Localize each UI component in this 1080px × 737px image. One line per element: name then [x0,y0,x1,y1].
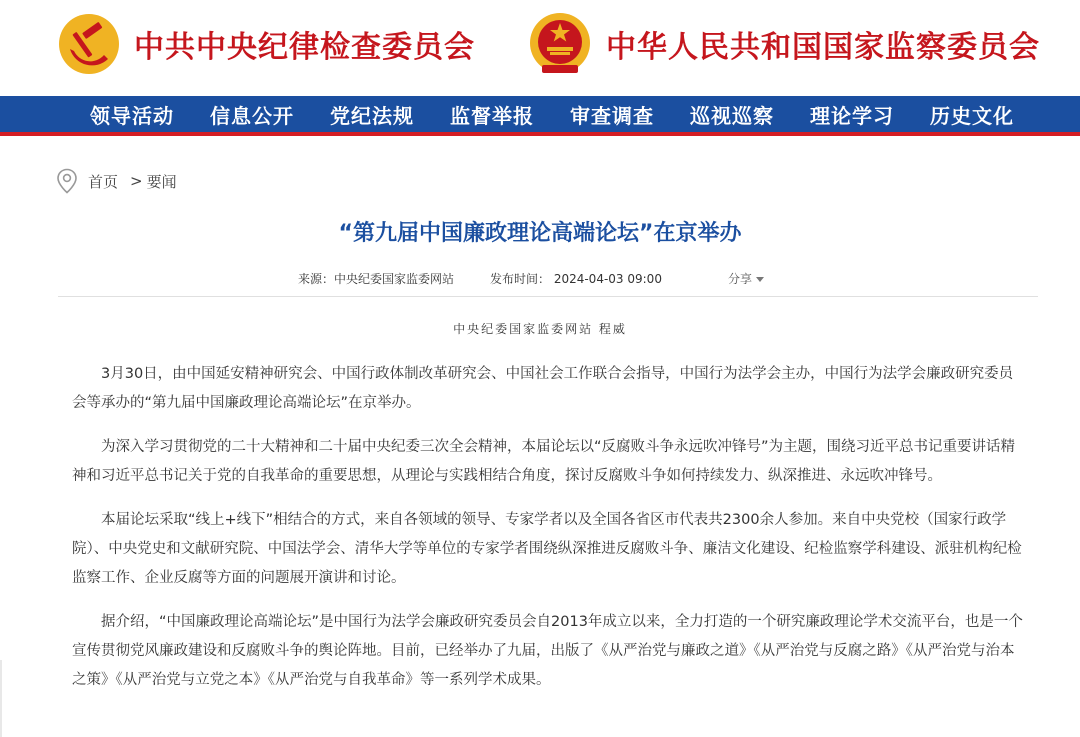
nav-item-regulations[interactable]: 党纪法规 [330,103,414,128]
nsc-brand-text: 中华人民共和国国家监察委员会 [606,30,1040,65]
location-pin-icon [56,168,78,194]
breadcrumb-home-link[interactable]: 首页 [88,172,119,191]
article-title: “第九届中国廉政理论高端论坛”在京举办 [338,221,742,246]
nav-item-leadership[interactable]: 领导活动 [90,103,174,128]
nav-list [72,96,1032,132]
caret-down-icon [756,277,764,282]
article-paragraph: 为深入学习贯彻党的二十大精神和二十届中央纪委三次全会精神，本届论坛以“反腐败斗争永远吹冲锋号”为主题，围绕习近平总书记重要讲话精神和习近平总书记关于党的自我革命的重要思想，从理论与实践相结合角度，探讨反腐败斗争如何持续发力、纵深推进、永远吹冲锋号。 [72,439,1016,484]
nav-item-theory[interactable]: 理论学习 [810,103,894,128]
nav-item-investigation[interactable]: 审查调查 [570,103,654,128]
ccdi-brand-text: 中共中央纪律检查委员会 [134,30,475,65]
article-body [72,360,1024,710]
meta-divider [58,296,1038,297]
hammer-sickle-icon [58,13,120,75]
breadcrumb-separator: > [130,172,143,190]
breadcrumb [56,166,177,196]
article-paragraph: 本届论坛采取“线上+线下”相结合的方式，来自各领域的领导、专家学者以及全国各省区市代表共2300余人参加。来自中央党校（国家行政学院）、中央党史和文献研究院、中国法学会、清华大学等单位的专家学者围绕纵深推进反腐败斗争、廉洁文化建设、纪检监察学科建设、派驻机构纪检监察工作、企业反腐等方面的问题展开演讲和讨论。 [72,512,1022,586]
share-label: 分享 [728,272,753,286]
article-paragraph: 3月30日，由中国延安精神研究会、中国行政体制改革研究会、中国社会工作联合会指导，中国行为法学会主办，中国行为法学会廉政研究委员会等承办的“第九届中国廉政理论高端论坛”在京举办。 [72,366,1014,411]
breadcrumb-current[interactable]: 要闻 [146,172,177,191]
nsc-logo-link[interactable] [528,8,1040,80]
article-source: 来源：中央纪委国家监委网站 [298,272,455,286]
page-edge-line [0,660,2,737]
nav-item-report[interactable]: 监督举报 [450,103,534,128]
main-nav [0,96,1080,136]
ccdi-logo-link[interactable] [58,8,475,80]
share-button[interactable] [728,270,764,287]
article-byline: 中央纪委国家监委网站 程威 [453,322,627,336]
national-emblem-icon [528,11,592,77]
article-paragraph: 据介绍，“中国廉政理论高端论坛”是中国行为法学会廉政研究委员会自2013年成立以来，全力打造的一个研究廉政理论学术交流平台，也是一个宣传贯彻党风廉政建设和反腐败斗争的舆论阵地。目前，已经举办了九届，出版了《从严治党与廉政之道》《从严治党与反腐之路》《从严治党与治本之策》《从严治党与立党之本》《从严治党与自我革命》等一系列学术成果。 [72,614,1023,688]
nav-item-disclosure[interactable]: 信息公开 [210,103,294,128]
site-header [0,0,1080,96]
article-date: 发布时间： 2024-04-03 09:00 [490,272,662,286]
nav-item-history[interactable]: 历史文化 [930,103,1014,128]
nav-item-inspection[interactable]: 巡视巡察 [690,103,774,128]
